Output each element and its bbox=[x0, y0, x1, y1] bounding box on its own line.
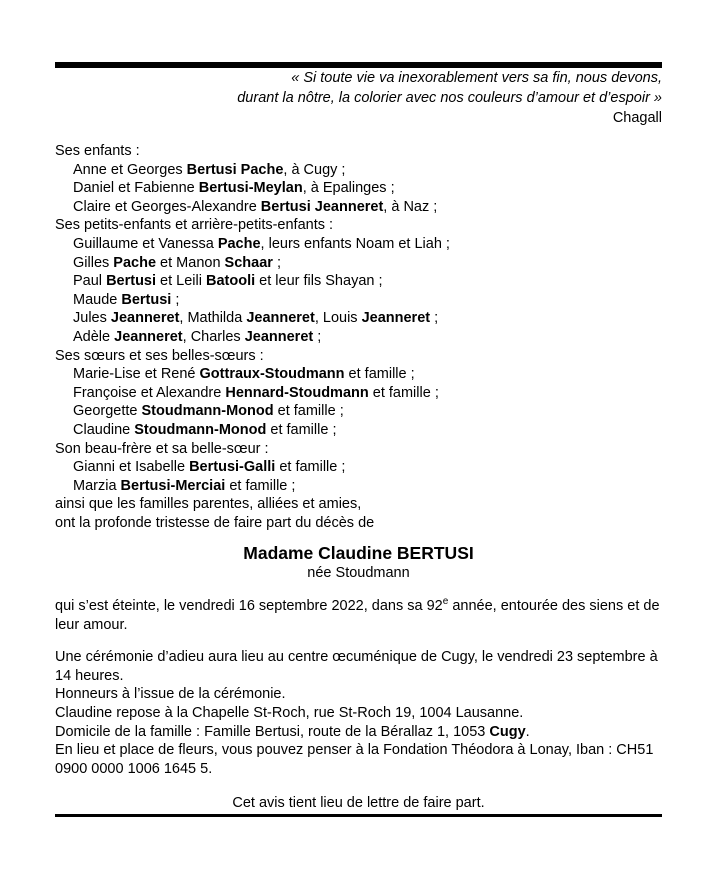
text-line: Une cérémonie d’adieu aura lieu au centre œcuménique de Cugy, le vendredi 23 septembre à 14 heures. bbox=[55, 649, 658, 684]
text-line: En lieu et place de fleurs, vous pouvez penser à la Fondation Théodora à Lonay, Iban : CH51 0900 0000 1006 1645 5. bbox=[55, 742, 654, 777]
closing-note: Cet avis tient lieu de lettre de faire part. bbox=[232, 795, 485, 812]
deceased-maiden-name: née Stoudmann bbox=[307, 565, 410, 582]
text-line: Gianni et Isabelle Bertusi-Galli et famille ; bbox=[73, 459, 346, 476]
text-line: Adèle Jeanneret, Charles Jeanneret ; bbox=[73, 328, 322, 345]
text-line: Gilles Pache et Manon Schaar ; bbox=[73, 254, 281, 271]
text-line: Marzia Bertusi-Merciai et famille ; bbox=[73, 477, 296, 494]
text-line: ont la profonde tristesse de faire part du décès de bbox=[55, 514, 375, 531]
text-line: Marie-Lise et René Gottraux-Stoudmann et famille ; bbox=[73, 366, 415, 383]
bottom-rule bbox=[55, 814, 662, 817]
ceremony-details bbox=[55, 648, 662, 778]
quote-line-2: durant la nôtre, la colorier avec nos couleurs d’amour et d’espoir » bbox=[237, 90, 662, 106]
death-paragraph bbox=[55, 597, 662, 634]
text-line: Honneurs à l’issue de la cérémonie. bbox=[55, 686, 286, 703]
quote-attribution: Chagall bbox=[612, 110, 662, 126]
text-line: Son beau-frère et sa belle-sœur : bbox=[55, 440, 269, 457]
text-line: ainsi que les familles parentes, alliées et amies, bbox=[55, 496, 362, 513]
text-line: Guillaume et Vanessa Pache, leurs enfants Noam et Liah ; bbox=[73, 235, 450, 252]
text-line: Jules Jeanneret, Mathilda Jeanneret, Louis Jeanneret ; bbox=[73, 310, 439, 327]
family-list bbox=[55, 142, 662, 532]
text-line: Maude Bertusi ; bbox=[73, 291, 180, 308]
text-line: Claire et Georges-Alexandre Bertusi Jeanneret, à Naz ; bbox=[73, 198, 438, 215]
quote-block bbox=[55, 68, 662, 128]
deceased-block bbox=[55, 542, 662, 583]
text-line: Ses petits-enfants et arrière-petits-enfants : bbox=[55, 217, 334, 234]
quote-line-1: « Si toute vie va inexorablement vers sa fin, nous devons, bbox=[291, 70, 662, 86]
deceased-name: Madame Claudine BERTUSI bbox=[243, 543, 474, 564]
text-line: Ses sœurs et ses belles-sœurs : bbox=[55, 347, 264, 364]
text-line: Domicile de la famille : Famille Bertusi, route de la Bérallaz 1, 1053 Cugy. bbox=[55, 723, 530, 740]
text-line: Claudine Stoudmann-Monod et famille ; bbox=[73, 421, 337, 438]
text-line: qui s’est éteinte, le vendredi 16 septembre 2022, dans sa 92e année, entourée des siens et de leur amour. bbox=[55, 596, 660, 633]
text-line: Paul Bertusi et Leili Batooli et leur fils Shayan ; bbox=[73, 273, 383, 290]
text-line: Ses enfants : bbox=[55, 143, 140, 159]
text-line: Françoise et Alexandre Hennard-Stoudmann et famille ; bbox=[73, 384, 439, 401]
text-line: Georgette Stoudmann-Monod et famille ; bbox=[73, 403, 344, 420]
text-line: Claudine repose à la Chapelle St-Roch, rue St-Roch 19, 1004 Lausanne. bbox=[55, 705, 524, 722]
text-line: Daniel et Fabienne Bertusi-Meylan, à Epalinges ; bbox=[73, 180, 395, 197]
text-line: Anne et Georges Bertusi Pache, à Cugy ; bbox=[73, 161, 346, 178]
